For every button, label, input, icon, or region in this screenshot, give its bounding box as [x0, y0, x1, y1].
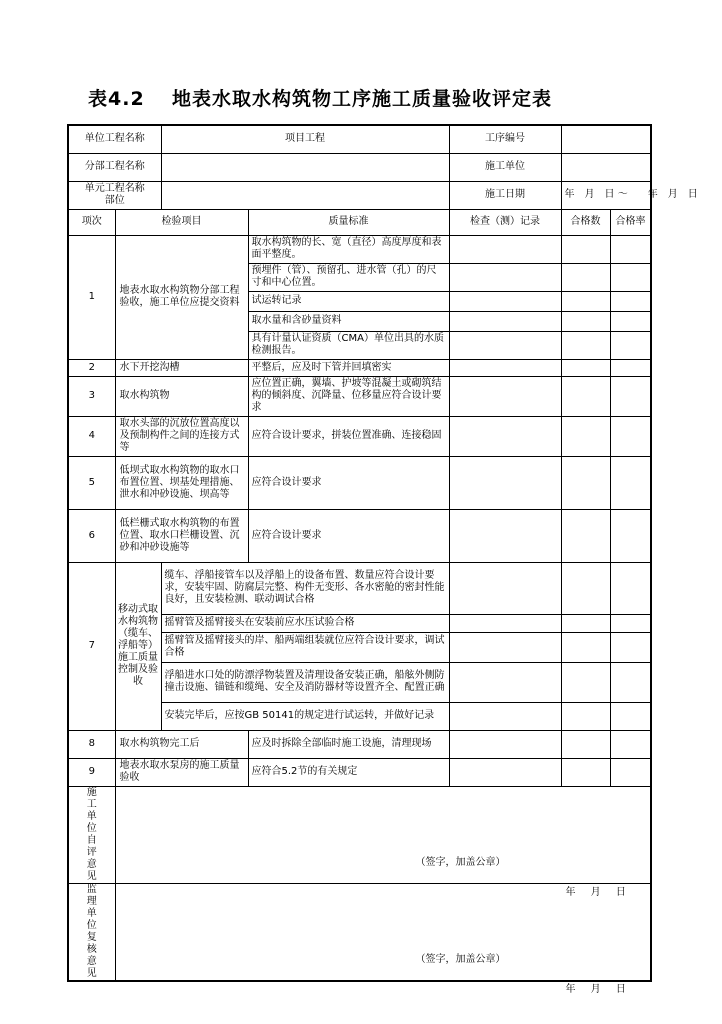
table-row [68, 416, 651, 456]
row-9-no: 9 [68, 758, 115, 786]
row-8-no: 8 [68, 730, 115, 758]
rate-cell[interactable] [610, 730, 651, 758]
construction-date[interactable]: 年 月 日 ～ 年 月 日 [561, 181, 651, 209]
row-7-standard-5: 安装完毕后，应按GB 50141的规定进行试运转，并做好记录 [161, 702, 449, 730]
row-7-standard-3: 摇臂管及摇臂接头的岸、船两端组装就位应符合设计要求，调试合格 [161, 632, 449, 662]
count-cell[interactable] [561, 562, 610, 614]
row-4-no: 4 [68, 416, 115, 456]
row-1-standard-1: 取水构筑物的长、宽（直径）高度厚度和表面平整度。 [248, 235, 449, 263]
table-row [68, 235, 651, 263]
rate-cell[interactable] [610, 758, 651, 786]
record-cell[interactable] [449, 331, 561, 359]
count-cell[interactable] [561, 662, 610, 702]
record-cell[interactable] [449, 235, 561, 263]
row-9-item: 地表水取水泵房的施工质量验收 [115, 758, 248, 786]
rate-cell[interactable] [610, 359, 651, 376]
row-7-standard-2: 摇臂管及摇臂接头在安装前应水压试验合格 [161, 614, 449, 632]
rate-cell[interactable] [610, 376, 651, 416]
rate-cell[interactable] [610, 291, 651, 311]
record-cell[interactable] [449, 291, 561, 311]
row-2-no: 2 [68, 359, 115, 376]
self-evaluation-label: 施工单位自评意见 [68, 786, 115, 883]
record-cell[interactable] [449, 456, 561, 509]
element-label: 单元工程名称 部位 [68, 181, 161, 209]
table-row [68, 509, 651, 562]
row-8-standard: 应及时拆除全部临时施工设施，清理现场 [248, 730, 449, 758]
table-row [68, 758, 651, 786]
row-7-standard-4: 浮船进水口处的防漂浮物装置及清理设备安装正确，船舷外侧防撞击设施、锚链和缆绳、安全及消防器材等设置齐全、配置正确 [161, 662, 449, 702]
count-cell[interactable] [561, 730, 610, 758]
supervisor-review-label: 监理单位复核意见 [68, 883, 115, 981]
record-cell[interactable] [449, 562, 561, 614]
row-8-item: 取水构筑物完工后 [115, 730, 248, 758]
row-5-no: 5 [68, 456, 115, 509]
rate-cell[interactable] [610, 614, 651, 632]
count-cell[interactable] [561, 456, 610, 509]
row-3-standard: 应位置正确，翼墙、护坡等混凝土或砌筑结构的倾斜度、沉降量、位移量应符合设计要求 [248, 376, 449, 416]
supervisor-sign-text: （签字，加盖公章） [415, 953, 506, 965]
row-3-no: 3 [68, 376, 115, 416]
row-1-standard-3: 试运转记录 [248, 291, 449, 311]
row-7-standard-1: 缆车、浮船接管车以及浮船上的设备布置、数量应符合设计要求，安装牢固、防腐层完整、构件无变形、各水密舱的密封性能良好，且安装检测、联动调试合格 [161, 562, 449, 614]
self-sign-date: 年 月 日 [565, 886, 626, 898]
table-title-text: 地表水取水构筑物工序施工质量验收评定表 [172, 88, 553, 110]
col-inspection-item: 检验项目 [115, 209, 248, 235]
row-9-standard: 应符合5.2节的有关规定 [248, 758, 449, 786]
row-1-standard-5: 具有计量认证资质（CMA）单位出具的水质检测报告。 [248, 331, 449, 359]
rate-cell[interactable] [610, 702, 651, 730]
row-7-item: 移动式取水构筑物（缆车、浮船等）施工质量控制及验收 [115, 562, 161, 730]
process-no-label: 工序编号 [449, 125, 561, 153]
count-cell[interactable] [561, 263, 610, 291]
rate-cell[interactable] [610, 311, 651, 331]
col-record: 检查（测）记录 [449, 209, 561, 235]
record-cell[interactable] [449, 614, 561, 632]
unit-project-label: 单位工程名称 [68, 125, 161, 153]
table-row [68, 730, 651, 758]
row-5-item: 低坝式取水构筑物的取水口布置位置、坝基处理措施、泄水和冲砂设施、坝高等 [115, 456, 248, 509]
division-value[interactable] [161, 153, 449, 181]
record-cell[interactable] [449, 702, 561, 730]
count-cell[interactable] [561, 509, 610, 562]
count-cell[interactable] [561, 614, 610, 632]
row-7-no: 7 [68, 562, 115, 730]
contractor-value[interactable] [561, 153, 651, 181]
supervisor-sign-date: 年 月 日 [565, 983, 626, 995]
self-evaluation-area[interactable] [115, 786, 651, 898]
rate-cell[interactable] [610, 562, 651, 614]
date-label: 施工日期 [449, 181, 561, 209]
self-sign-text: （签字，加盖公章） [415, 856, 506, 868]
table-number: 表4.2 [88, 88, 145, 110]
record-cell[interactable] [449, 359, 561, 376]
record-cell[interactable] [449, 758, 561, 786]
record-cell[interactable] [449, 632, 561, 662]
count-cell[interactable] [561, 376, 610, 416]
count-cell[interactable] [561, 235, 610, 263]
count-cell[interactable] [561, 632, 610, 662]
col-qualified-rate: 合格率 [610, 209, 651, 235]
record-cell[interactable] [449, 662, 561, 702]
count-cell[interactable] [561, 359, 610, 376]
table-row [68, 376, 651, 416]
count-cell[interactable] [561, 416, 610, 456]
record-cell[interactable] [449, 263, 561, 291]
row-5-standard: 应符合设计要求 [248, 456, 449, 509]
rate-cell[interactable] [610, 509, 651, 562]
rate-cell[interactable] [610, 662, 651, 702]
record-cell[interactable] [449, 730, 561, 758]
rate-cell[interactable] [610, 416, 651, 456]
count-cell[interactable] [561, 331, 610, 359]
count-cell[interactable] [561, 702, 610, 730]
row-1-no: 1 [68, 235, 115, 359]
col-qualified-count: 合格数 [561, 209, 610, 235]
process-no-value[interactable] [561, 125, 651, 153]
count-cell[interactable] [561, 758, 610, 786]
rate-cell[interactable] [610, 263, 651, 291]
row-6-item: 低栏栅式取水构筑物的布置位置、取水口栏栅设置、沉砂和冲砂设施等 [115, 509, 248, 562]
row-6-standard: 应符合设计要求 [248, 509, 449, 562]
contractor-label: 施工单位 [449, 153, 561, 181]
table-row [68, 456, 651, 509]
table-row [68, 359, 651, 376]
rate-cell[interactable] [610, 235, 651, 263]
row-4-standard: 应符合设计要求，拼装位置准确、连接稳固 [248, 416, 449, 456]
rate-cell[interactable] [610, 632, 651, 662]
col-item-no: 项次 [68, 209, 115, 235]
row-1-item: 地表水取水构筑物分部工程验收，施工单位应提交资料 [115, 235, 248, 359]
record-cell[interactable] [449, 416, 561, 456]
page-title [88, 84, 552, 111]
row-6-no: 6 [68, 509, 115, 562]
rate-cell[interactable] [610, 331, 651, 359]
record-cell[interactable] [449, 311, 561, 331]
row-3-item: 取水构筑物 [115, 376, 248, 416]
row-1-standard-2: 预埋件（管）、预留孔、进水管（孔）的尺寸和中心位置。 [248, 263, 449, 291]
element-value[interactable] [161, 181, 449, 209]
row-4-item: 取水头部的沉放位置高度以及预制构件之间的连接方式等 [115, 416, 248, 456]
count-cell[interactable] [561, 311, 610, 331]
record-cell[interactable] [449, 509, 561, 562]
evaluation-table [67, 124, 698, 995]
unit-project-value[interactable]: 项目工程 [161, 125, 449, 153]
row-2-standard: 平整后，应及时下管并回填密实 [248, 359, 449, 376]
col-quality-standard: 质量标准 [248, 209, 449, 235]
table-row [68, 562, 651, 614]
record-cell[interactable] [449, 376, 561, 416]
row-1-standard-4: 取水量和含砂量资料 [248, 311, 449, 331]
division-label: 分部工程名称 [68, 153, 161, 181]
row-2-item: 水下开挖沟槽 [115, 359, 248, 376]
rate-cell[interactable] [610, 456, 651, 509]
count-cell[interactable] [561, 291, 610, 311]
